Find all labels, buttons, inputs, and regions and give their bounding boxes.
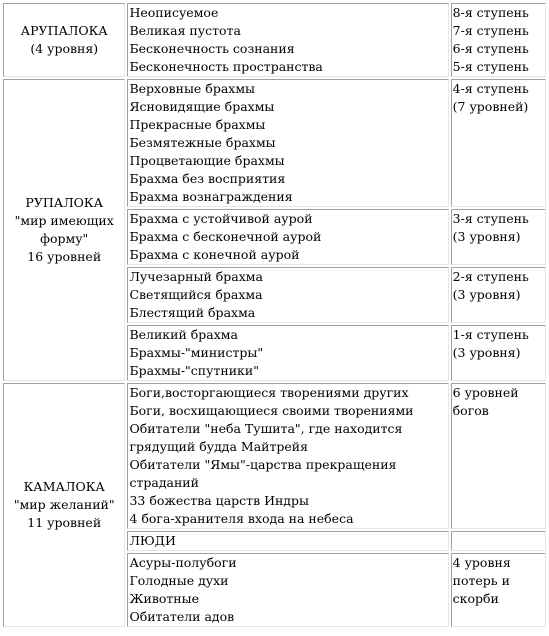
level-name: 33 божества царств Индры [129,493,309,508]
step-cell [451,79,546,207]
world-cell-arupaloka [3,3,125,77]
level-name: Бесконечность сознания [129,41,295,56]
step-label: скорби [452,591,499,606]
level-name: Брахма с устойчивой аурой [129,211,313,226]
step-label: 2-я ступень [452,269,529,284]
level-name: Процветающие брахмы [129,153,285,168]
level-name: 4 бога-хранителя входа на небеса [129,511,354,526]
level-name: Брахма с конечной аурой [129,247,300,262]
step-cell [451,267,546,323]
table-row [3,79,546,207]
level-name: Боги, восхищающиеся своими творениями [129,403,414,418]
world-name: АРУПАЛОКА [20,23,108,38]
world-description: "мир желаний" [13,497,115,512]
step-label: (7 уровней) [452,99,529,114]
level-name: Лучезарный брахма [129,269,263,284]
level-name: Животные [129,591,199,606]
levels-cell [127,3,448,77]
step-label: 3-я ступень [452,211,529,226]
levels-cell [127,553,448,627]
step-cell [451,383,546,529]
level-name: грядущий будда Майтрейя [129,439,309,454]
level-name: Блестящий брахма [129,305,256,320]
levels-cell [127,209,448,265]
step-label: 4-я ступень [452,81,529,96]
levels-cell [127,383,448,529]
step-label: богов [452,403,489,418]
step-label: 7-я ступень [452,23,529,38]
world-description: "мир имеющих [14,213,114,228]
level-name: Светящийся брахма [129,287,263,302]
world-levels-count: 11 уровней [27,515,102,530]
levels-cell [127,79,448,207]
step-cell [451,553,546,627]
level-name: Прекрасные брахмы [129,117,266,132]
table-row [3,3,546,77]
world-levels-count: 16 уровней [27,249,102,264]
level-name: Верховные брахмы [129,81,256,96]
level-name: Неописуемое [129,5,219,20]
level-name: Брахма без восприятия [129,171,286,186]
step-label: 4 уровня [452,555,511,570]
level-name: Боги,восторгающиеся творениями других [129,385,409,400]
level-name: Брахмы-"спутники" [129,363,259,378]
level-name: Голодные духи [129,573,229,588]
level-name: Безмятежные брахмы [129,135,276,150]
level-name: Обитатели "Ямы"-царства прекращения [129,457,397,472]
level-name: Брахмы-"министры" [129,345,264,360]
level-name: Ясновидящие брахмы [129,99,275,114]
level-name: Обитатели адов [129,609,235,624]
world-cell-kamaloka [3,383,125,627]
world-description: форму" [40,231,89,246]
step-label: 6 уровней [452,385,519,400]
levels-cell [127,325,448,381]
level-name: Брахма вознаграждения [129,189,293,204]
step-label: 5-я ступень [452,59,529,74]
step-label: потерь и [452,573,510,588]
step-label: (3 уровня) [452,287,521,302]
world-cell-rupaloka [3,79,125,381]
step-label: (3 уровня) [452,345,521,360]
world-levels-count: (4 уровня) [30,41,99,56]
cosmology-table [1,1,548,629]
step-cell [451,325,546,381]
step-label: 1-я ступень [452,327,529,342]
levels-cell [127,267,448,323]
level-name: Обитатели "неба Тушита", где находится [129,421,403,436]
level-name: ЛЮДИ [129,533,176,548]
level-name: Великая пустота [129,23,241,38]
world-name: РУПАЛОКА [25,195,104,210]
step-label: 6-я ступень [452,41,529,56]
level-name: Бесконечность пространства [129,59,323,74]
level-name: Великий брахма [129,327,238,342]
levels-cell [127,531,448,551]
level-name: Асуры-полубоги [129,555,237,570]
step-label: (3 уровня) [452,229,521,244]
table-row [3,383,546,529]
step-cell [451,209,546,265]
level-name: страданий [129,475,199,490]
step-label: 8-я ступень [452,5,529,20]
step-cell [451,531,546,551]
step-cell [451,3,546,77]
level-name: Брахма с бесконечной аурой [129,229,322,244]
world-name: КАМАЛОКА [23,479,105,494]
